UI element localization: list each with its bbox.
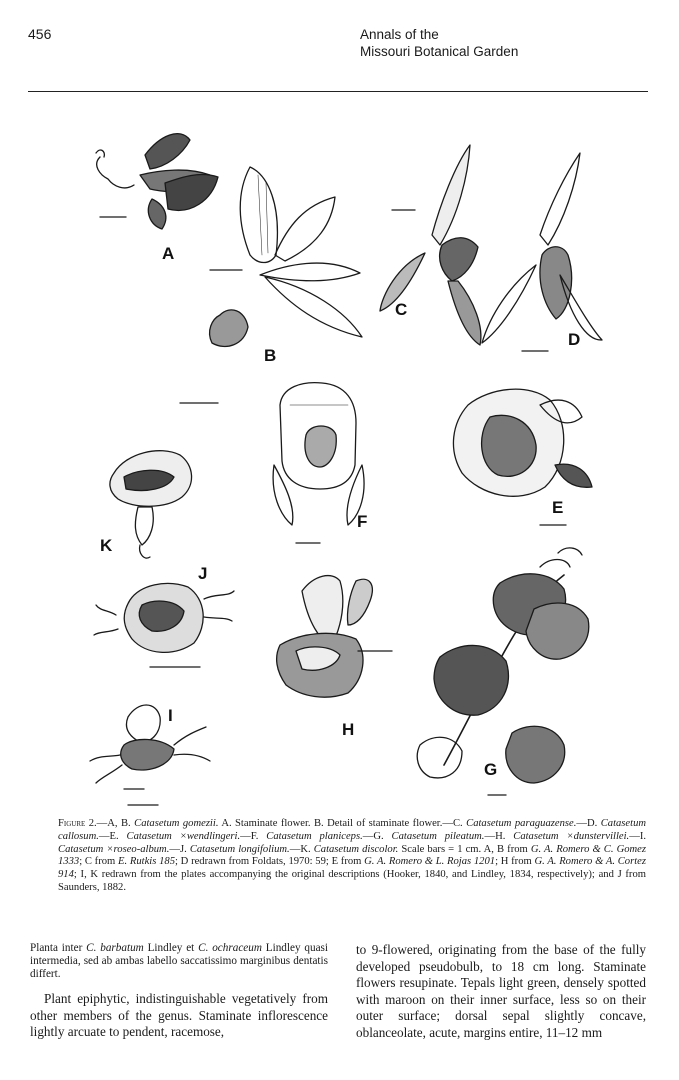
caption-taxon: Catasetum gomezii. bbox=[134, 818, 219, 829]
journal-title-line-1: Annals of the bbox=[360, 27, 439, 42]
panel-j-drawing bbox=[94, 583, 234, 667]
panel-label-f: F bbox=[357, 512, 368, 531]
caption-taxon: Catasetum planiceps. bbox=[266, 830, 363, 842]
caption-taxon: Catasetum callosum. bbox=[58, 818, 647, 842]
figure-plate bbox=[70, 105, 630, 810]
panel-e-drawing bbox=[453, 389, 592, 525]
panel-h-drawing bbox=[277, 576, 392, 698]
caption-taxon: Catasetum ×roseo-album. bbox=[58, 843, 170, 855]
caption-text: —F. bbox=[240, 830, 267, 842]
diagnosis-text: Planta inter bbox=[30, 942, 87, 954]
panel-label-g: G bbox=[484, 760, 498, 779]
diagnosis-taxon: C. ochraceum bbox=[198, 942, 262, 954]
panel-i-drawing bbox=[90, 705, 210, 805]
caption-text: —G. bbox=[362, 830, 392, 842]
running-head bbox=[360, 26, 518, 60]
header-rule bbox=[28, 91, 648, 92]
panel-b-drawing bbox=[210, 167, 362, 346]
caption-collector: G. A. Romero & A. Cortez 914 bbox=[58, 856, 646, 881]
figure-caption bbox=[58, 818, 646, 895]
caption-taxon: Catasetum discolor. bbox=[313, 843, 399, 855]
caption-text: —E. bbox=[98, 830, 127, 842]
panel-k-drawing bbox=[110, 403, 218, 558]
panel-label-e: E bbox=[552, 498, 564, 517]
panel-label-j: J bbox=[198, 564, 208, 583]
panel-a-drawing bbox=[96, 134, 218, 229]
panel-label-b: B bbox=[264, 346, 277, 365]
caption-lead: Figure 2. bbox=[58, 818, 97, 829]
panel-label-k: K bbox=[100, 536, 113, 555]
caption-taxon: Catasetum longifolium. bbox=[189, 843, 290, 855]
caption-collector: G. A. Romero & C. Gomez 1333 bbox=[58, 843, 647, 868]
caption-taxon: Catasetum ×dunstervillei. bbox=[513, 830, 630, 842]
caption-text: ; C from bbox=[79, 856, 119, 868]
journal-title-line-2: Missouri Botanical Garden bbox=[360, 44, 519, 59]
caption-taxon: Catasetum ×wendlingeri. bbox=[126, 830, 241, 842]
panel-label-h: H bbox=[342, 720, 355, 739]
latin-diagnosis bbox=[30, 942, 328, 981]
caption-text: —A, B. bbox=[96, 818, 135, 829]
description-paragraph: Plant epiphytic, indistinguishable vegetatively from other members of the genus. Staminate inflorescence lightly arcuate to pendent, racemose, bbox=[30, 991, 328, 1040]
caption-text: ; D redrawn from Foldats, 1970: 59; E from bbox=[175, 856, 365, 868]
caption-text: —K. bbox=[289, 843, 314, 855]
caption-text: —I. bbox=[629, 830, 646, 842]
panel-label-c: C bbox=[395, 300, 408, 319]
text-column-left bbox=[30, 942, 328, 1041]
orchid-illustrations bbox=[70, 105, 630, 810]
panel-g-drawing bbox=[417, 548, 589, 795]
caption-taxon: Catasetum paraguazense. bbox=[466, 818, 577, 829]
caption-text: —D. bbox=[576, 818, 601, 829]
caption-text: —H. bbox=[484, 830, 514, 842]
panel-label-d: D bbox=[568, 330, 581, 349]
diagnosis-text: Lindley quasi intermedia, sed ab ambas labello saccatissimo marginibus dentatis differt. bbox=[30, 942, 328, 980]
description-paragraph-continued: to 9-flowered, originating from the base of the fully developed pseudobulb, to 18 cm long. Staminate flowers resupinate. Tepals light green, densely spotted with maroon on their inner surface, less so on their outer surface; dorsal sepal slightly concave, oblanceolate, acute, margins entire, 11–12 mm bbox=[356, 942, 646, 1040]
caption-text: ; I, K redrawn from the plates accompanying the original descriptions (Hooker, 1840, and Lindley, 1834, respectively); and J from Saunders, 1882. bbox=[58, 869, 646, 893]
caption-text: ; H from bbox=[495, 856, 535, 868]
diagnosis-text: Lindley et bbox=[143, 942, 199, 954]
text-column-right bbox=[356, 942, 646, 1042]
panel-label-a: A bbox=[162, 244, 175, 263]
panel-d-drawing bbox=[482, 153, 602, 351]
caption-text: —J. bbox=[169, 843, 190, 855]
panel-label-i: I bbox=[168, 706, 173, 725]
caption-taxon: Catasetum pileatum. bbox=[391, 830, 485, 842]
page-number: 456 bbox=[28, 26, 52, 42]
caption-collector: G. A. Romero & L. Rojas 1201 bbox=[364, 856, 496, 868]
caption-text: Scale bars = 1 cm. A, B from bbox=[398, 843, 531, 855]
caption-collector: E. Rutkis 185 bbox=[118, 856, 175, 868]
panel-f-drawing bbox=[273, 383, 364, 543]
caption-text: A. Staminate flower. B. Detail of staminate flower.—C. bbox=[218, 818, 467, 829]
diagnosis-taxon: C. barbatum bbox=[86, 942, 144, 954]
